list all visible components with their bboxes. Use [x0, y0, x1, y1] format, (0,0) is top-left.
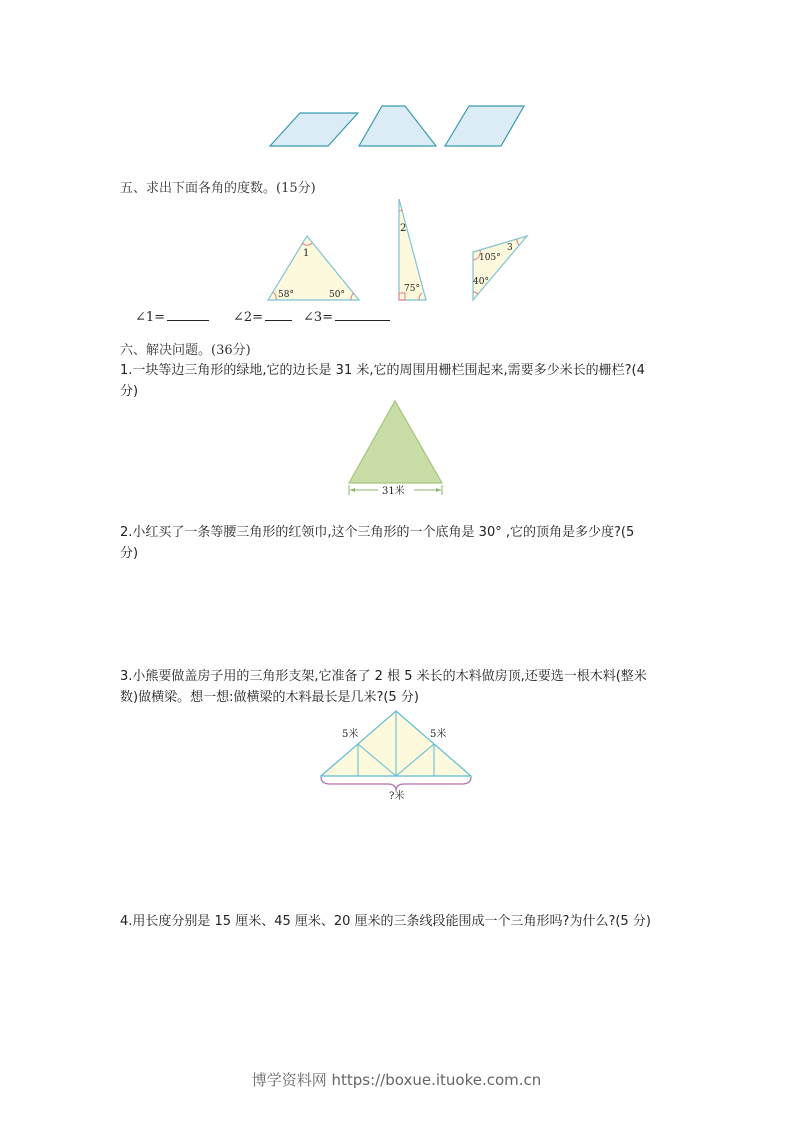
answer-label: ∠1= — [135, 310, 166, 325]
angle-label: 50° — [329, 290, 345, 300]
angle-label: 1 — [303, 248, 310, 259]
question-4-text: 4.用长度分别是 15 厘米、45 厘米、20 厘米的三条线段能围成一个三角形吗?为什么?(5 分) — [120, 914, 651, 929]
question-3-text-cont: 数)做横梁。想一想:做横梁的木料最长是几米?(5 分) — [120, 690, 419, 705]
question-4 — [120, 911, 700, 932]
question-1-text: 1.一块等边三角形的绿地,它的边长是 31 米,它的周围用栅栏围起来,需要多少米长的栅栏?(4 — [120, 363, 645, 378]
question-2 — [120, 522, 680, 564]
triangle-1-figure — [266, 235, 362, 303]
answer-angle-2 — [233, 306, 292, 328]
question-3-text: 3.小熊要做盖房子用的三角形支架,它准备了 2 根 5 米长的木料做房顶,还要选一根木料(整米 — [120, 669, 647, 684]
trapezoid-shape — [359, 106, 436, 146]
angle-label: 75° — [404, 284, 420, 294]
parallelogram-shape — [270, 113, 358, 146]
angle-label: 105° — [479, 253, 501, 263]
triangle-2-figure — [398, 197, 430, 303]
angle-label: 40° — [473, 277, 489, 287]
answer-blank[interactable] — [265, 306, 292, 321]
question-1 — [120, 360, 680, 402]
question-3 — [120, 666, 680, 708]
angle-label: 2 — [400, 223, 407, 234]
section-6-heading: 六、解决问题。(36分) — [120, 343, 251, 358]
equilateral-triangle-figure — [346, 399, 446, 499]
footer-watermark: 博学资料网 https://boxue.ituoke.com.cn — [251, 1071, 542, 1089]
question-2-text: 2.小红买了一条等腰三角形的红领巾,这个三角形的一个底角是 30° ,它的顶角是多少度?(5 — [120, 525, 635, 540]
roof-truss-figure — [318, 708, 478, 803]
answer-angle-3 — [303, 306, 390, 328]
answer-blank[interactable] — [335, 306, 390, 321]
section-5-heading: 五、求出下面各角的度数。(15分) — [120, 181, 316, 196]
angle-label: 58° — [278, 290, 294, 300]
top-shapes-figure — [268, 104, 528, 150]
answer-angle-1 — [135, 306, 209, 328]
question-2-text-cont: 分) — [120, 546, 139, 561]
angle-label: 3 — [507, 243, 513, 253]
answer-label: ∠2= — [233, 310, 264, 325]
side-length-label: 31米 — [382, 486, 405, 497]
answer-label: ∠3= — [303, 310, 334, 325]
parallelogram-shape — [445, 106, 524, 146]
right-rafter-label: 5米 — [430, 729, 447, 740]
left-rafter-label: 5米 — [342, 729, 359, 740]
question-1-text-cont: 分) — [120, 384, 139, 399]
beam-length-label: ?米 — [389, 791, 405, 802]
triangle-3-figure — [471, 234, 531, 302]
answer-blank[interactable] — [167, 306, 209, 321]
